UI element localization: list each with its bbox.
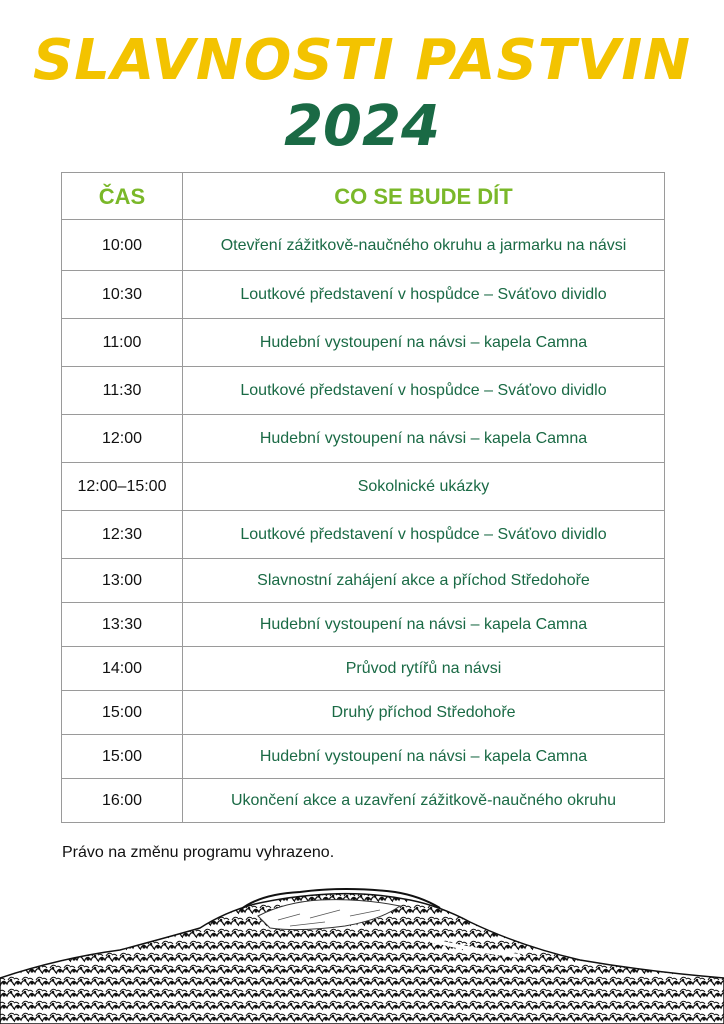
row-event: Hudební vystoupení na návsi – kapela Camna bbox=[183, 735, 665, 779]
table-row bbox=[62, 647, 665, 691]
row-time: 12:30 bbox=[62, 511, 183, 559]
time-column-header: ČAS bbox=[62, 173, 183, 220]
row-time: 10:00 bbox=[62, 220, 183, 271]
row-time: 15:00 bbox=[62, 735, 183, 779]
poster-year: 2024 bbox=[284, 94, 440, 159]
table-row bbox=[62, 735, 665, 779]
row-event: Slavnostní zahájení akce a příchod Středohoře bbox=[183, 559, 665, 603]
row-event: Hudební vystoupení na návsi – kapela Camna bbox=[183, 415, 665, 463]
program-change-note: Právo na změnu programu vyhrazeno. bbox=[62, 844, 335, 861]
event-column-header: CO SE BUDE DÍT bbox=[183, 173, 665, 220]
row-time: 13:00 bbox=[62, 559, 183, 603]
row-time: 12:00 bbox=[62, 415, 183, 463]
table-row bbox=[62, 319, 665, 367]
table-row bbox=[62, 691, 665, 735]
table-row bbox=[62, 511, 665, 559]
row-event: Sokolnické ukázky bbox=[183, 463, 665, 511]
forested-hill-illustration bbox=[0, 880, 724, 1024]
table-row bbox=[62, 415, 665, 463]
row-event: Hudební vystoupení na návsi – kapela Camna bbox=[183, 603, 665, 647]
row-time: 15:00 bbox=[62, 691, 183, 735]
poster-title: SLAVNOSTI PASTVIN bbox=[32, 28, 692, 93]
table-row bbox=[62, 220, 665, 271]
row-event: Průvod rytířů na návsi bbox=[183, 647, 665, 691]
table-row bbox=[62, 367, 665, 415]
table-row bbox=[62, 463, 665, 511]
row-event: Ukončení akce a uzavření zážitkově-naučného okruhu bbox=[183, 779, 665, 823]
row-event: Hudební vystoupení na návsi – kapela Camna bbox=[183, 319, 665, 367]
table-row bbox=[62, 271, 665, 319]
row-time: 16:00 bbox=[62, 779, 183, 823]
table-row bbox=[62, 559, 665, 603]
row-time: 11:00 bbox=[62, 319, 183, 367]
table-header-row bbox=[62, 173, 665, 220]
row-time: 14:00 bbox=[62, 647, 183, 691]
row-time: 13:30 bbox=[62, 603, 183, 647]
row-time: 12:00–15:00 bbox=[62, 463, 183, 511]
row-time: 11:30 bbox=[62, 367, 183, 415]
row-time: 10:30 bbox=[62, 271, 183, 319]
row-event: Otevření zážitkově-naučného okruhu a jarmarku na návsi bbox=[183, 220, 665, 271]
table-row bbox=[62, 603, 665, 647]
program-table bbox=[61, 172, 665, 823]
row-event: Druhý příchod Středohoře bbox=[183, 691, 665, 735]
row-event: Loutkové představení v hospůdce – Sváťovo dividlo bbox=[183, 511, 665, 559]
row-event: Loutkové představení v hospůdce – Sváťovo dividlo bbox=[183, 367, 665, 415]
table-row bbox=[62, 779, 665, 823]
row-event: Loutkové představení v hospůdce – Sváťovo dividlo bbox=[183, 271, 665, 319]
